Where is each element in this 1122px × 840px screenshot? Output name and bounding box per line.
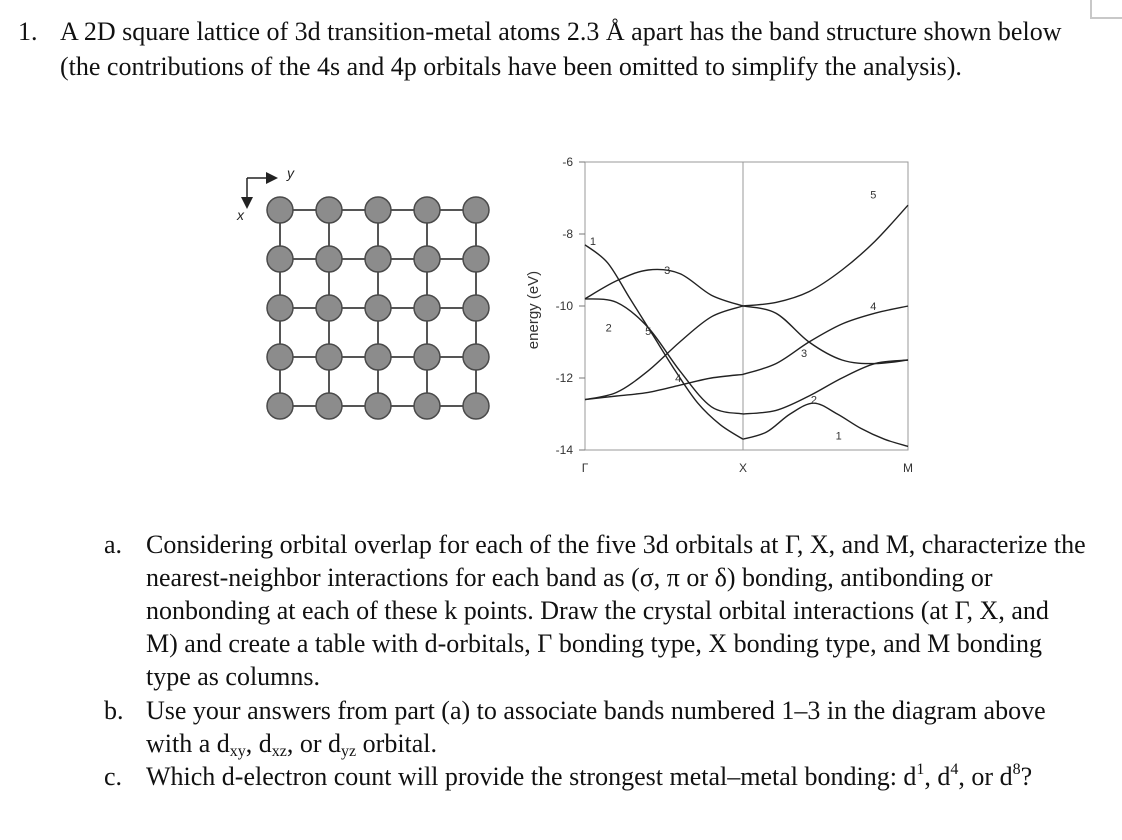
lattice-atom (267, 295, 293, 321)
part-c-text: Which d-electron count will provide the strongest metal–metal bonding: $d^1$, $d^4$, or $d^8$? (146, 761, 1033, 791)
lattice-atom (463, 197, 489, 223)
lattice-grid (267, 197, 489, 419)
lattice-atom (267, 197, 293, 223)
lattice-atom (316, 246, 342, 272)
k-point-label: Γ (581, 461, 589, 475)
part-b-label: b. (104, 696, 124, 725)
y-tick-label: -6 (562, 155, 573, 169)
y-axis-label: y (287, 165, 294, 181)
question-text: A 2D square lattice of 3d transition-metal atoms 2.3 Å apart has the band structure shown below (the contributions of the 4s and 4p orbitals have been omitted to simplify the analysis). (60, 17, 1062, 81)
y-tick-label: -14 (555, 443, 573, 457)
band-structure-chart (510, 150, 930, 490)
part-a-label: a. (104, 530, 123, 559)
band-number-label: 3 (800, 347, 808, 360)
band-1-x-m (743, 403, 908, 446)
band-2-x-m (743, 360, 908, 414)
band-number-label: 3 (664, 265, 671, 277)
x-axis-label: x (237, 207, 244, 223)
band-4-x-m (743, 306, 908, 374)
lattice-atom (414, 393, 440, 419)
band-curves (585, 205, 908, 446)
band-number-label: 2 (810, 394, 818, 407)
lattice-atom (463, 393, 489, 419)
part-b-text: Use your answers from part (a) to associate bands numbered 1–3 in the diagram above with a $d_{xy}$, $d_{xz}$, or $d_{yz}$ orbital. (146, 696, 1046, 760)
lattice-atom (365, 393, 391, 419)
lattice-atom (316, 344, 342, 370)
lattice-atom (463, 295, 489, 321)
band-number-label: 1 (835, 430, 842, 443)
band-labels (590, 189, 877, 442)
lattice-atom (414, 295, 440, 321)
band-number-label: 4 (870, 301, 877, 313)
part-a-text: Considering orbital overlap for each of the five 3d orbitals at Γ, X, and M, characterize the nearest-neighbor interactions for each band as (σ, π or δ) bonding, antibonding or nonbonding at each of these k points. Draw the crystal orbital interactions (at Γ, X, and M) and create a table with d-orbitals, Γ bonding type, X bonding type, and M bonding type as columns. (146, 530, 1086, 691)
band-3-x-m (743, 306, 908, 364)
lattice-atom (414, 197, 440, 223)
y-tick-label: -10 (555, 299, 573, 313)
band-5-x-m (743, 205, 908, 306)
y-ticks (556, 155, 585, 457)
y-tick-label: -12 (555, 371, 573, 385)
lattice-atom (316, 393, 342, 419)
lattice-atom (463, 246, 489, 272)
lattice-atom (316, 197, 342, 223)
lattice-atom (267, 246, 293, 272)
lattice-atom (267, 393, 293, 419)
k-point-label: M (903, 461, 913, 475)
k-point-labels (582, 461, 913, 475)
question-number: 1. (18, 17, 38, 46)
lattice-atom (365, 344, 391, 370)
lattice-atom (414, 246, 440, 272)
part-c-label: c. (104, 762, 123, 791)
band-number-label: 2 (605, 322, 612, 335)
band-number-label: 1 (589, 236, 596, 249)
lattice-atom (365, 295, 391, 321)
lattice-atom (365, 197, 391, 223)
lattice-atom (267, 344, 293, 370)
lattice-atom (365, 246, 391, 272)
k-point-label: X (738, 461, 748, 475)
lattice-atom (414, 344, 440, 370)
band-number-label: 5 (645, 326, 652, 339)
square-lattice-figure (225, 158, 515, 428)
y-tick-label: -8 (562, 227, 573, 241)
lattice-atom (463, 344, 489, 370)
y-axis-title: energy (eV) (525, 270, 542, 350)
lattice-atom (316, 295, 342, 321)
band-number-label: 4 (675, 373, 682, 385)
band-number-label: 5 (870, 189, 877, 202)
